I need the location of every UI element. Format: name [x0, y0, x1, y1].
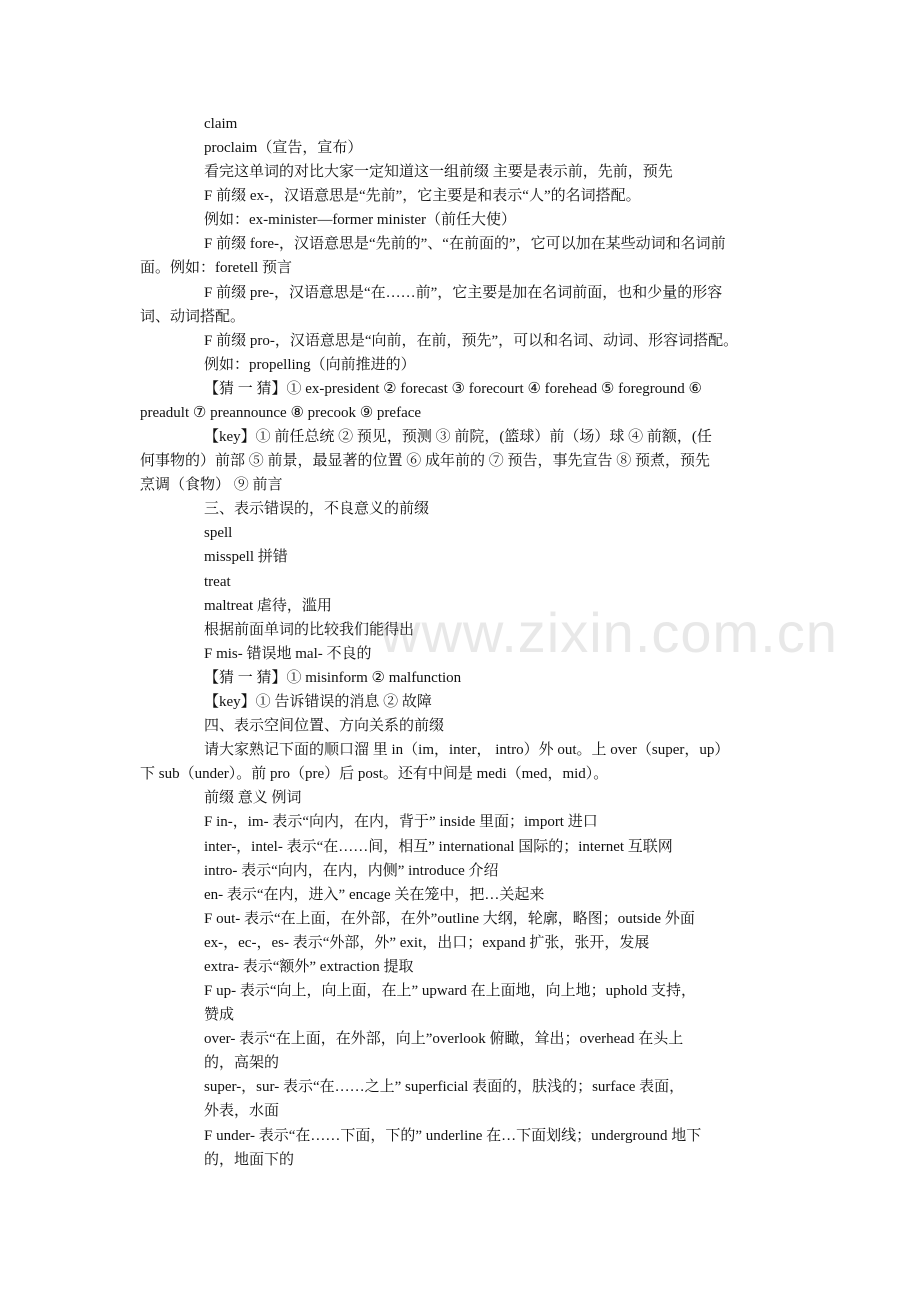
- text-line: 【猜 一 猜】① ex-president ② forecast ③ forecourt ④ forehead ⑤ foreground ⑥: [204, 381, 702, 397]
- text-line: F up- 表示“向上，向上面，在上” upward 在上面地，向上地；uphold 支持，: [204, 983, 697, 999]
- text-line: F mis- 错误地 mal- 不良的: [204, 646, 372, 662]
- text-line: F 前缀 ex-，汉语意思是“先前”，它主要是和表示“人”的名词搭配。: [204, 188, 641, 204]
- text-line: 例如：propelling（向前推进的）: [204, 357, 416, 373]
- text-line: maltreat 虐待，滥用: [204, 598, 332, 614]
- text-line: proclaim（宣告，宣布）: [204, 140, 363, 156]
- text-line: 的，高架的: [204, 1055, 280, 1071]
- text-line: spell: [204, 525, 233, 541]
- text-line: 四、表示空间位置、方向关系的前缀: [204, 718, 445, 734]
- text-line: 的，地面下的: [204, 1152, 295, 1168]
- text-line: 看完这单词的对比大家一定知道这一组前缀 主要是表示前，先前，预先: [204, 164, 673, 180]
- text-line: inter-，intel- 表示“在……间，相互” international 国际的；internet 互联网: [204, 839, 673, 855]
- text-line: 【猜 一 猜】① misinform ② malfunction: [204, 670, 462, 686]
- text-line: claim: [204, 116, 238, 132]
- text-line: F in-，im- 表示“向内，在内，背于” inside 里面；import 进口: [204, 814, 598, 830]
- text-line: F under- 表示“在……下面，下的” underline 在…下面划线；underground 地下: [204, 1128, 702, 1144]
- text-line: 【key】① 前任总统 ② 预见，预测 ③ 前院，(篮球）前（场）球 ④ 前额，(任: [204, 429, 712, 445]
- text-line: super-，sur- 表示“在……之上” superficial 表面的，肤浅的；surface 表面，: [204, 1079, 685, 1095]
- text-line: 例如：ex-minister—former minister（前任大使）: [204, 212, 517, 228]
- text-line: misspell 拼错: [204, 549, 288, 565]
- text-line: 烹调（食物） ⑨ 前言: [140, 477, 283, 493]
- watermark: www.zixin.com.cn: [380, 601, 838, 664]
- text-line: 根据前面单词的比较我们能得出: [204, 622, 415, 638]
- text-line: 三、表示错误的，不良意义的前缀: [204, 501, 430, 517]
- text-line: F 前缀 pro-，汉语意思是“向前，在前，预先”，可以和名词、动词、形容词搭配。: [204, 333, 739, 349]
- text-line: preadult ⑦ preannounce ⑧ precook ⑨ preface: [140, 405, 422, 421]
- text-line: F out- 表示“在上面，在外部，在外”outline 大纲，轮廓，略图；outside 外面: [204, 911, 695, 927]
- text-line: ex-，ec-，es- 表示“外部，外” exit，出口；expand 扩张，张开，发展: [204, 935, 650, 951]
- text-line: extra- 表示“额外” extraction 提取: [204, 959, 414, 975]
- text-line: intro- 表示“向内，在内，内侧” introduce 介绍: [204, 863, 499, 879]
- text-line: F 前缀 pre-，汉语意思是“在……前”，它主要是加在名词前面，也和少量的形容: [204, 285, 723, 301]
- text-line: 外表，水面: [204, 1103, 280, 1119]
- text-line: F 前缀 fore-，汉语意思是“先前的”、“在前面的”，它可以加在某些动词和名词前: [204, 236, 726, 252]
- text-line: 下 sub（under）。前 pro（pre）后 post。还有中间是 medi（med，mid）。: [140, 766, 609, 782]
- text-line: treat: [204, 574, 231, 590]
- text-line: 何事物的）前部 ⑤ 前景，最显著的位置 ⑥ 成年前的 ⑦ 预告，事先宣告 ⑧ 预煮，预先: [140, 453, 711, 469]
- text-line: 【key】① 告诉错误的消息 ② 故障: [204, 694, 432, 710]
- text-line: over- 表示“在上面，在外部，向上”overlook 俯瞰，耸出；overhead 在头上: [204, 1031, 684, 1047]
- text-line: 赞成: [204, 1007, 235, 1023]
- text-line: 前缀 意义 例词: [204, 790, 302, 806]
- text-line: 面。例如：foretell 预言: [140, 260, 293, 276]
- text-line: 词、动词搭配。: [140, 309, 246, 325]
- text-line: 请大家熟记下面的顺口溜 里 in（im，inter， intro）外 out。上 over（super，up）: [204, 742, 730, 758]
- text-line: en- 表示“在内，进入” encage 关在笼中，把…关起来: [204, 887, 545, 903]
